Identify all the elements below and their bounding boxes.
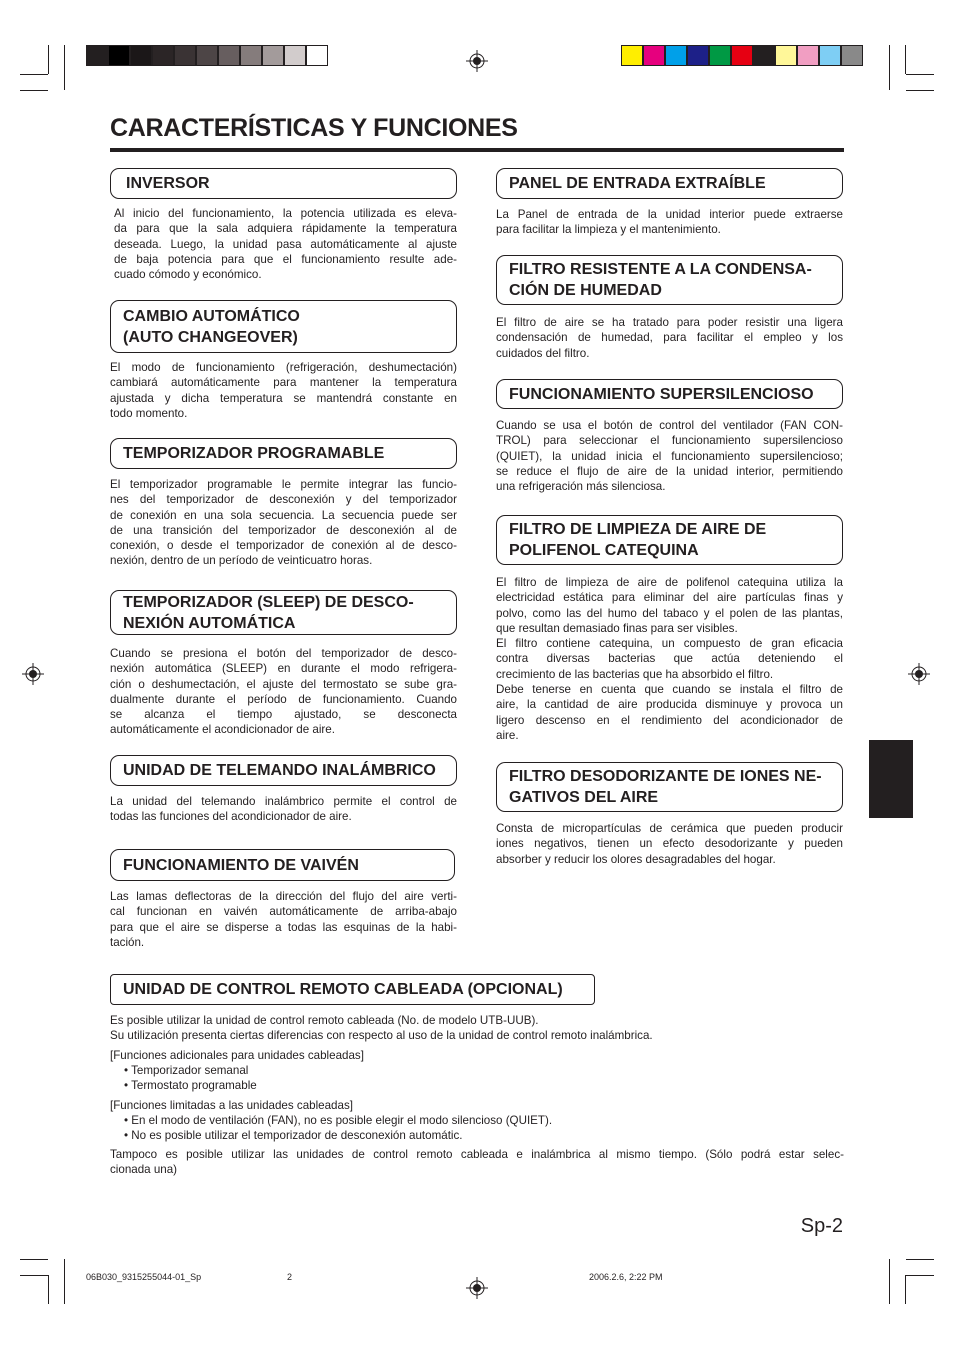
crop-mark (48, 1275, 49, 1304)
paragraph-funcionamiento-vaiven (110, 889, 457, 950)
text-line: ción o deshumectación, el ajuste del termostato se sube gra- (110, 677, 457, 691)
color-swatch (306, 45, 328, 66)
crop-mark (64, 1259, 65, 1304)
text-line: todo momento. (110, 406, 188, 420)
registration-mark-icon (22, 663, 44, 685)
paragraph-panel-entrada (496, 207, 843, 238)
color-swatch (687, 45, 709, 66)
crop-mark (889, 1259, 890, 1304)
color-swatch (262, 45, 284, 66)
text-line: Cuando se usa el botón de control del ventilador (FAN CON- (496, 419, 843, 432)
paragraph-supersilencioso (496, 418, 843, 494)
color-swatch (130, 45, 152, 66)
heading-text: FUNCIONAMIENTO SUPERSILENCIOSO (509, 385, 814, 403)
text-line: una refrigeración más silenciosa. (496, 480, 666, 494)
color-calibration-bar (621, 45, 863, 66)
text-line: cambiará automáticamente para mantener la temperatura (110, 376, 457, 390)
color-swatch (86, 45, 108, 66)
page-title: CARACTERÍSTICAS Y FUNCIONES (110, 114, 518, 142)
text-line: aire, la cantidad de aire producida disminuye y provoca un (496, 698, 843, 712)
limited-functions-title: [Funciones limitadas a las unidades cableadas] (110, 1099, 353, 1112)
crop-mark (20, 74, 48, 75)
text-line: aire. (496, 728, 519, 742)
text-line: nexión automática (SLEEP) en durante el modo refrigera- (110, 662, 457, 676)
paragraph-temporizador-programable (110, 477, 457, 569)
crop-mark (906, 74, 934, 75)
text-line: que resultan demasiado finas para ser visibles. (496, 621, 738, 635)
color-swatch (797, 45, 819, 66)
paragraph-telemando-inalambrico (110, 794, 457, 825)
footer-date: 2006.2.6, 2:22 PM (589, 1272, 663, 1282)
paragraph-temporizador-sleep (110, 646, 457, 738)
text-line: conexión, o desde el temporizador de conexión al de desco- (110, 539, 457, 553)
crop-mark (889, 45, 890, 90)
title-rule (110, 148, 844, 152)
heading-text: NEXIÓN AUTOMÁTICA (123, 614, 296, 632)
text-line: cuado cómodo y económico. (114, 268, 262, 282)
text-line: El filtro de limpieza de aire de polifenol catequina utiliza la (496, 576, 843, 589)
paragraph-filtro-polifenol (496, 575, 843, 743)
color-swatch (709, 45, 731, 66)
text-line: Debe tenerse en cuenta que cuando se instala el filtro de (496, 683, 843, 697)
crop-mark (906, 1275, 934, 1276)
paragraph-filtro-resistente (496, 315, 843, 361)
text-line: se alcanza el tiempo ajustado, se desconecta (110, 708, 457, 722)
paragraph-filtro-desodorizante (496, 821, 843, 867)
text-line: El temporizador programable le permite integrar las funcio- (110, 478, 457, 491)
text-line: cal funcionan en vaivén automáticamente de arriba-abajo (110, 905, 457, 919)
text-line: tación. (110, 935, 145, 949)
heading-text: FUNCIONAMIENTO DE VAIVÉN (123, 856, 359, 874)
text-line: El modo de funcionamiento (refrigeración, deshumectación) (110, 361, 457, 374)
additional-functions-title: [Funciones adicionales para unidades cableadas] (110, 1049, 364, 1062)
paragraph-inversor (114, 206, 457, 282)
text-line: condensación de humedad, para facilitar el empleo y los (496, 331, 843, 345)
text-line: El filtro de aire se ha tratado para poder resistir una ligera (496, 316, 843, 329)
color-swatch (284, 45, 306, 66)
page-number: Sp-2 (800, 1215, 843, 1237)
text-line: crecimiento de las bacterias que ha absorbido el filtro. (496, 667, 774, 681)
crop-mark (20, 1259, 48, 1260)
color-swatch (152, 45, 174, 66)
heading-text: FILTRO DESODORIZANTE DE IONES NE- (509, 768, 822, 785)
color-swatch (819, 45, 841, 66)
heading-inversor (110, 168, 457, 199)
heading-temporizador-sleep (110, 590, 457, 635)
crop-mark (20, 1275, 48, 1276)
heading-text: TEMPORIZADOR PROGRAMABLE (123, 445, 385, 462)
paragraph-cambio-automatico (110, 360, 457, 421)
footer-filename: 06B030_9315255044-01_Sp (86, 1272, 202, 1282)
heading-text: UNIDAD DE TELEMANDO INALÁMBRICO (123, 762, 436, 779)
registration-mark-icon (908, 663, 930, 685)
heading-panel-entrada (496, 168, 843, 199)
heading-filtro-resistente (496, 255, 843, 305)
crop-mark (906, 90, 934, 91)
list-item: • En el modo de ventilación (FAN), no es posible elegir el modo silencioso (QUIET). (124, 1114, 553, 1127)
crop-mark (20, 90, 48, 91)
registration-mark-icon (466, 50, 488, 72)
heading-text: FILTRO RESISTENTE A LA CONDENSA- (509, 261, 812, 278)
text-line: electricidad estática para eliminar del aire partículas finas y (496, 591, 843, 605)
crop-mark (64, 45, 65, 90)
additional-functions-list (110, 1063, 844, 1094)
text-line: Consta de micropartículas de cerámica que pueden producir (496, 822, 843, 835)
text-line: Al inicio del funcionamiento, la potencia utilizada es eleva- (114, 207, 457, 220)
color-swatch (753, 45, 775, 66)
text-line: El filtro contiene catequina, un compuesto de gran eficacia (496, 637, 843, 651)
color-swatch (108, 45, 130, 66)
heading-filtro-polifenol (496, 515, 843, 565)
heading-text: POLIFENOL CATEQUINA (509, 542, 699, 559)
text-line: TROL) para seleccionar el funcionamiento supersilencioso (496, 434, 843, 448)
text-line: La Panel de entrada de la unidad interior puede extraerse (496, 208, 843, 221)
color-swatch (174, 45, 196, 66)
color-swatch (775, 45, 797, 66)
text-line: absorber y reducir los olores desagradables del hogar. (496, 852, 776, 866)
color-swatch (240, 45, 262, 66)
text-line: Es posible utilizar la unidad de control remoto cableada (No. de modelo UTB-UUB). (110, 1014, 539, 1027)
crop-mark (905, 45, 906, 74)
text-line: todas las funciones del acondicionador de aire. (110, 810, 352, 824)
text-line: de baja potencia para que el funcionamiento resulte ade- (114, 252, 457, 266)
color-swatch (643, 45, 665, 66)
text-line: iones negativos, tienen un efecto desodorizante y pueden (496, 837, 843, 851)
list-item: • Termostato programable (124, 1079, 257, 1093)
heading-text: UNIDAD DE CONTROL REMOTO CABLEADA (OPCIONAL) (123, 981, 563, 998)
limited-functions-list (110, 1113, 844, 1144)
color-swatch (218, 45, 240, 66)
color-swatch (841, 45, 863, 66)
text-line: (QUIET), la unidad inicia el funcionamiento supersilencioso; (496, 449, 843, 463)
paragraph-wired-intro (110, 1013, 844, 1044)
heading-text: CAMBIO AUTOMÁTICO (123, 307, 300, 325)
text-line: Las lamas deflectoras de la dirección del flujo del aire verti- (110, 890, 457, 903)
text-line: cionada una) (110, 1163, 178, 1177)
text-line: Tampoco es posible utilizar las unidades de control remoto cableada e inalámbrica al mismo tiempo. (Sólo podrá estar selec- (110, 1148, 844, 1161)
heading-text: (AUTO CHANGEOVER) (123, 328, 298, 346)
heading-control-remoto-cableada (110, 974, 595, 1005)
text-line: dualmente durante el período de funcionamiento. Cuando (110, 692, 457, 706)
crop-mark (905, 1275, 906, 1304)
heading-telemando-inalambrico (110, 755, 457, 786)
text-line: cuidados del filtro. (496, 346, 590, 360)
heading-filtro-desodorizante (496, 762, 843, 812)
color-swatch (731, 45, 753, 66)
grayscale-bar (86, 45, 328, 66)
crop-mark (48, 45, 49, 74)
text-line: nexión, dentro de un período de veinticuatro horas. (110, 554, 373, 568)
paragraph-wired-closing (110, 1147, 844, 1178)
text-line: contra diversas bacterias que actúa deteniendo el (496, 652, 843, 666)
text-line: ligero descenso en el rendimiento del acondicionador de (496, 713, 843, 727)
text-line: polvo, como las del humo del tabaco y el polen de las plantas, (496, 606, 843, 620)
registration-mark-icon (466, 1277, 488, 1299)
color-swatch (621, 45, 643, 66)
heading-supersilencioso (496, 379, 843, 409)
text-line: deseada. Luego, la unidad pasa automáticamente al ajuste (114, 237, 457, 251)
text-line: de una transición del temporizador de desconexión al de (110, 523, 457, 537)
section-thumb-tab (869, 740, 913, 818)
text-line: da para que la sala adquiera rápidamente la temperatura (114, 222, 457, 236)
color-swatch (196, 45, 218, 66)
text-line: ajustada y dicha temperatura se mantendrá constante en (110, 391, 457, 405)
text-line: se reduce el flujo de aire de la unidad interior, permitiendo (496, 464, 843, 478)
text-line: Su utilización presenta ciertas diferencias con respecto al uso de la unidad de control remoto inalámbrica. (110, 1029, 653, 1043)
heading-text: CIÓN DE HUMEDAD (509, 282, 662, 299)
heading-temporizador-programable (110, 438, 457, 469)
text-line: para facilitar la limpieza y el mantenimiento. (496, 223, 721, 237)
list-item: • No es posible utilizar el temporizador de desconexión automátic. (124, 1129, 463, 1143)
crop-mark (906, 1259, 934, 1260)
heading-text: GATIVOS DEL AIRE (509, 789, 659, 806)
color-swatch (665, 45, 687, 66)
heading-text: INVERSOR (126, 175, 210, 192)
text-line: La unidad del telemando inalámbrico permite el control de (110, 795, 457, 808)
heading-text: TEMPORIZADOR (SLEEP) DE DESCO- (123, 593, 414, 611)
list-item: • Temporizador semanal (124, 1064, 249, 1077)
text-line: de conexión en una sola secuencia. La secuencia puede ser (110, 508, 457, 522)
text-line: para que el aire se disperse a todas las esquinas de la habi- (110, 920, 457, 934)
heading-text: PANEL DE ENTRADA EXTRAÍBLE (509, 175, 766, 192)
text-line: automáticamente el acondicionador de aire. (110, 723, 335, 737)
heading-text: FILTRO DE LIMPIEZA DE AIRE DE (509, 521, 767, 538)
heading-funcionamiento-vaiven (110, 849, 455, 881)
heading-cambio-automatico (110, 300, 457, 353)
text-line: Cuando se presiona el botón del temporizador de desco- (110, 647, 457, 660)
text-line: nes del temporizador de desconexión y del temporizador (110, 493, 457, 507)
footer-page: 2 (287, 1272, 293, 1282)
